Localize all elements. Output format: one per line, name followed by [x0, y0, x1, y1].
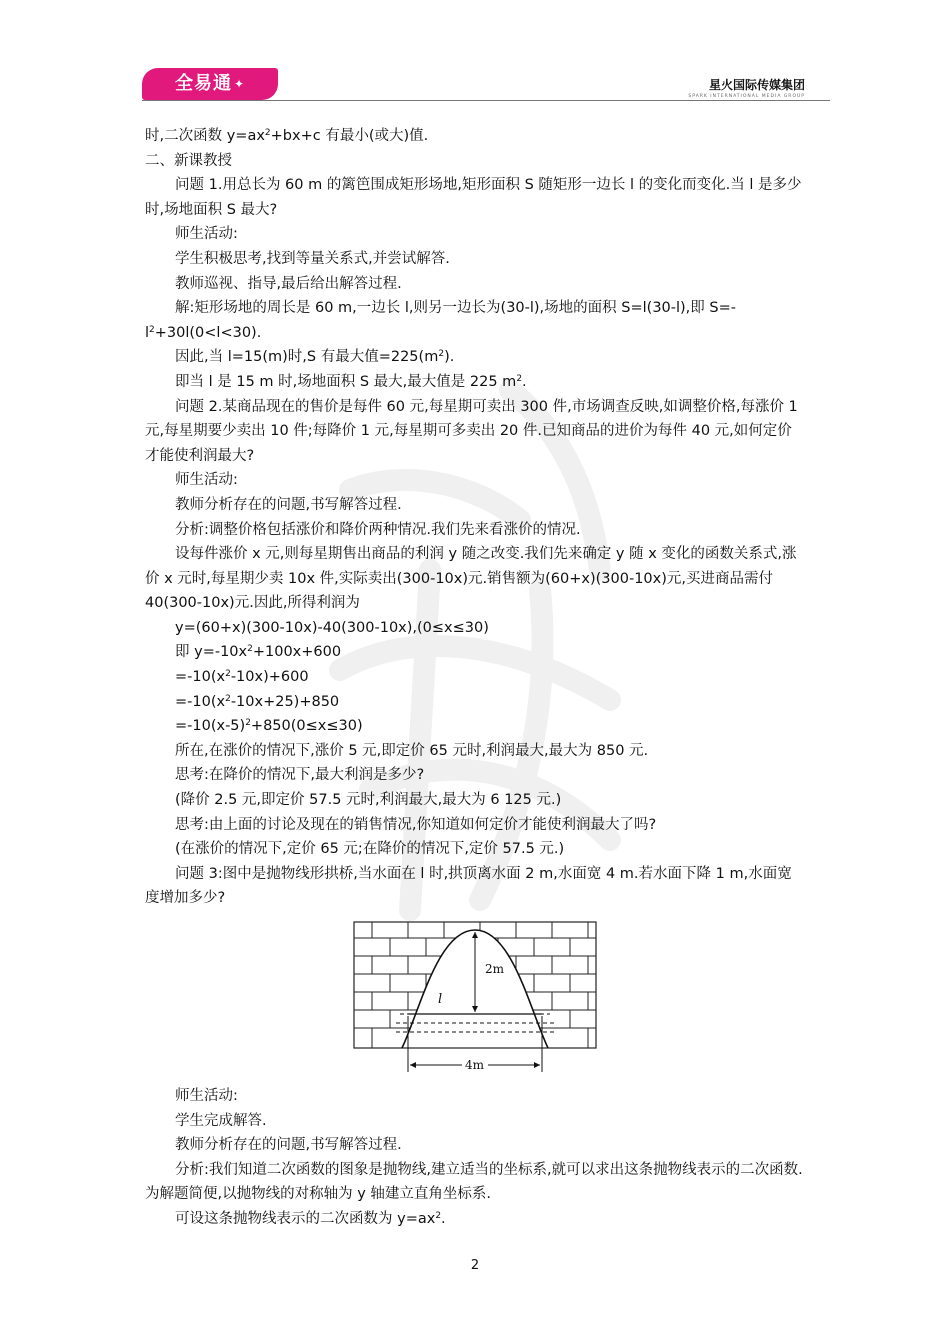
- equation-line: $=-10(x^2-10x)+600$: [175, 669, 309, 686]
- page-number: 2: [470, 1258, 480, 1273]
- publisher-name-en: SPARK INTERNATIONAL MEDIA GROUP: [688, 94, 805, 99]
- water-levels: [396, 1014, 554, 1032]
- paragraph: 教师分析存在的问题,书写解答过程.: [175, 496, 402, 513]
- paragraph: 因此,当 l=15(m)时,S 有最大值$=225(m^2)$.: [175, 349, 455, 366]
- width-label: 4m: [465, 1058, 485, 1072]
- equation-line: $=-10(x^2-10x+25)+850$: [175, 693, 340, 710]
- water-label: l: [438, 992, 443, 1007]
- equation-line: $=-10(x-5)^2+850(0\le x\le 30)$: [175, 718, 363, 735]
- paragraph: 师生活动:: [175, 1088, 238, 1104]
- paragraph: 即当 l 是 15 m 时,场地面积 S 最大,最大值是 225 $m^2$.: [175, 373, 527, 390]
- paragraph: 教师巡视、指导,最后给出解答过程.: [175, 275, 402, 292]
- paragraph: 设每件涨价 x 元,则每星期售出商品的利润 y 随之改变.我们先来确定 y 随 x 变化的函数关系式,涨价 x 元时,每星期少卖 10x 件,实际卖出(300-10x)元.销售额为(60+x)(300-10x)元,买进商品需付 40(300-10x)元.因此,所得利润为: [145, 546, 797, 612]
- equation-line: y=(60+x)(300-10x)-40(300-10x),(0≤x≤30): [175, 619, 489, 636]
- header-divider: [142, 100, 830, 101]
- paragraph: 问题 2.某商品现在的售价是每件 60 元,每星期可卖出 300 件,市场调查反映,如调整价格,每涨价 1 元,每星期要少卖出 10 件;每降价 1 元,每星期可多卖出 20 件.已知商品的进价为每件 40 元,如何定价才能使利润最大?: [145, 398, 798, 464]
- paragraph: 可设这条抛物线表示的二次函数为 $y=ax^2$.: [175, 1210, 446, 1227]
- paragraph: 分析:调整价格包括涨价和降价两种情况.我们先来看涨价的情况.: [175, 521, 581, 538]
- paragraph: 时,二次函数 $y=ax^2+bx+c$ 有最小(或大)值.: [145, 128, 429, 144]
- paragraph: 问题 3:图中是抛物线形拱桥,当水面在 l 时,拱顶离水面 2 m,水面宽 4 m.若水面下降 1 m,水面宽度增加多少?: [145, 865, 792, 907]
- paragraph: 分析:我们知道二次函数的图象是抛物线,建立适当的坐标系,就可以求出这条抛物线表示的二次函数.为解题简便,以抛物线的对称轴为 y 轴建立直角坐标系.: [145, 1161, 803, 1203]
- arch-bridge-figure: [352, 920, 598, 1076]
- section-heading: 二、新课教授: [145, 152, 232, 169]
- paragraph: (降价 2.5 元,即定价 57.5 元时,利润最大,最大为 6 125 元.): [175, 792, 562, 809]
- logo-text: 全易通: [174, 73, 232, 94]
- paragraph: 问题 1.用总长为 60 m 的篱笆围成矩形场地,矩形面积 S 随矩形一边长 l 的变化而变化.当 l 是多少时,场地面积 S 最大?: [145, 177, 802, 218]
- paragraph: 师生活动:: [175, 472, 238, 489]
- paragraph: 学生完成解答.: [175, 1112, 267, 1129]
- paragraph: 教师分析存在的问题,书写解答过程.: [175, 1137, 402, 1154]
- paragraph: (在涨价的情况下,定价 65 元;在降价的情况下,定价 57.5 元.): [175, 841, 565, 858]
- publisher-name: 星火国际传媒集团: [708, 78, 805, 92]
- paragraph: 所在,在涨价的情况下,涨价 5 元,即定价 65 元时,利润最大,最大为 850 元.: [175, 742, 649, 759]
- paragraph: 思考:在降价的情况下,最大利润是多少?: [175, 767, 425, 784]
- paragraph: 思考:由上面的讨论及现在的销售情况,你知道如何定价才能使利润最大了吗?: [175, 816, 657, 833]
- paragraph: 解:矩形场地的周长是 60 m,一边长 l,则另一边长为(30-l),场地的面积 S=l(30-l),即 $S=-l^2+30l(0<l<30)$.: [145, 300, 736, 341]
- equation-line: 即 $y=-10x^2+100x+600$: [175, 644, 342, 661]
- paragraph: 学生积极思考,找到等量关系式,并尝试解答.: [175, 250, 450, 267]
- brand-logo: [142, 68, 278, 100]
- publisher-brand: [688, 76, 805, 99]
- height-label: 2m: [485, 962, 505, 976]
- paragraph: 师生活动:: [175, 226, 238, 243]
- star-icon: ✦: [233, 77, 246, 91]
